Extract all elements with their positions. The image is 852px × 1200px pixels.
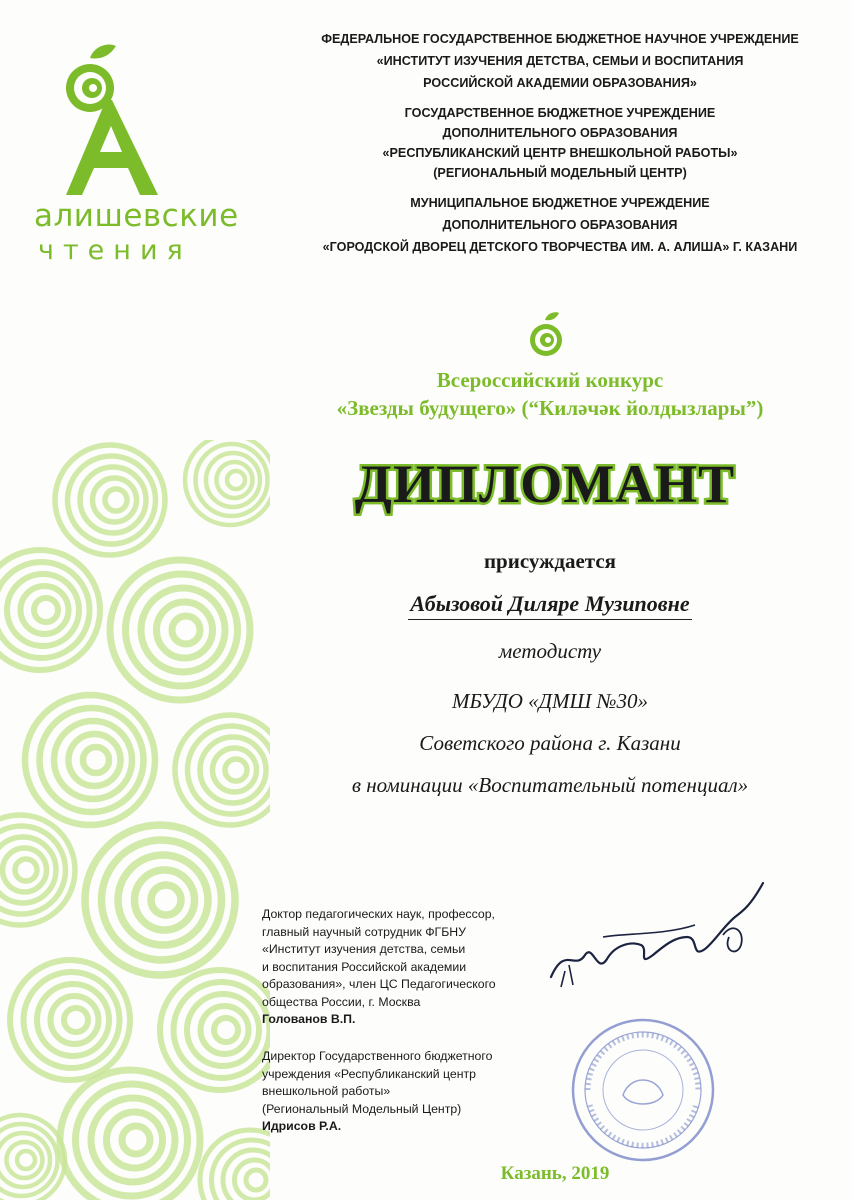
- recipient-position: методисту: [498, 639, 602, 663]
- nomination: в номинации «Воспитательный потенциал»: [351, 773, 749, 797]
- signatory-1: Доктор педагогических наук, профессор, главный научный сотрудник ФГБНУ «Институт изучения детства, семьи и воспитания Российской академии образования», член ЦС Педагогического общества России, г. Москва Голованов В.П.: [262, 906, 542, 1029]
- logo-text-line1: алишевские: [34, 198, 239, 234]
- signatory-2: Директор Государственного бюджетного учреждения «Республиканский центр внешкольной работы» (Региональный Модельный Центр) Идрисов Р.А.: [262, 1048, 542, 1136]
- contest-line1: Всероссийский конкурс: [436, 368, 664, 392]
- signatory-1-name: Голованов В.П.: [262, 1012, 356, 1026]
- diploma-title: [335, 450, 755, 520]
- city-year-footer: Казань, 2019: [500, 1163, 610, 1184]
- awarded-label: присуждается: [483, 549, 617, 573]
- award-text-block: [250, 545, 850, 800]
- contest-title: [250, 366, 850, 422]
- swirl-pattern-background: [0, 440, 270, 1200]
- apple-swirl-icon: [525, 310, 567, 360]
- organization-3: МУНИЦИПАЛЬНОЕ БЮДЖЕТНОЕ УЧРЕЖДЕНИЕ ДОПОЛНИТЕЛЬНОГО ОБРАЗОВАНИЯ «ГОРОДСКОЙ ДВОРЕЦ ДЕТСКОГО ТВОРЧЕСТВА ИМ. А. АЛИША» Г. КАЗАНИ: [322, 196, 798, 254]
- organization-1: ФЕДЕРАЛЬНОЕ ГОСУДАРСТВЕННОЕ БЮДЖЕТНОЕ НАУЧНОЕ УЧРЕЖДЕНИЕ «ИНСТИТУТ ИЗУЧЕНИЯ ДЕТСТВА, СЕМЬИ И ВОСПИТАНИЯ РОССИЙСКОЙ АКАДЕМИИ ОБРАЗОВАНИЯ»: [321, 32, 799, 90]
- recipient-institution: МБУДО «ДМШ №30»: [452, 689, 648, 713]
- recipient-name: Абызовой Диляре Музиповне: [408, 589, 691, 620]
- diploma-title-text: ДИПЛОМАНТ: [354, 454, 736, 514]
- contest-line2: «Звезды будущего» (“Киләчәк йолдызлары”): [336, 396, 764, 420]
- organizations-header: [290, 28, 830, 267]
- official-seal: [568, 1015, 718, 1165]
- logo-text-line2: чтения: [38, 235, 192, 266]
- handwritten-signature: [545, 875, 775, 995]
- recipient-district: Советского района г. Казани: [419, 731, 681, 755]
- signatory-2-name: Идрисов Р.А.: [262, 1119, 342, 1133]
- organization-2: ГОСУДАРСТВЕННОЕ БЮДЖЕТНОЕ УЧРЕЖДЕНИЕ ДОПОЛНИТЕЛЬНОГО ОБРАЗОВАНИЯ «РЕСПУБЛИКАНСКИЙ ЦЕНТР ВНЕШКОЛЬНОЙ РАБОТЫ» (РЕГИОНАЛЬНЫЙ МОДЕЛЬНЫЙ ЦЕНТР): [382, 106, 738, 180]
